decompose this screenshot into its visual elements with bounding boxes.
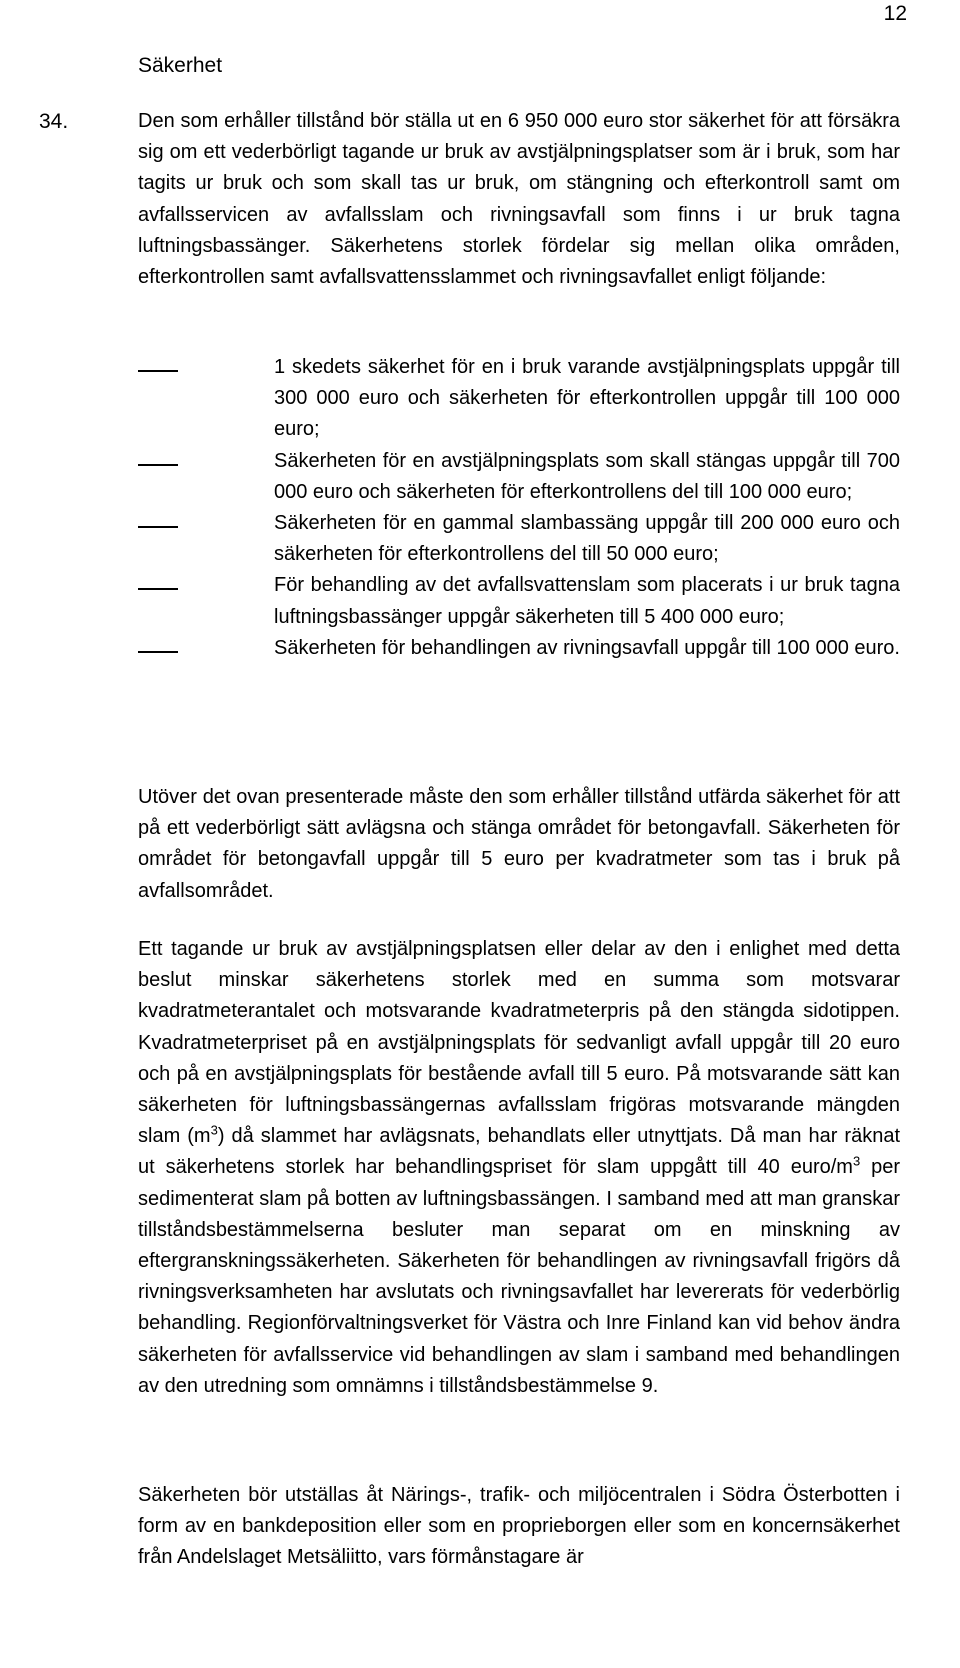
paragraph-concrete-waste: Utöver det ovan presenterade måste den som erhåller tillstånd utfärda säkerhet för att på ett vederbörligt sätt avlägsna och stänga området för betongavfall. Säkerheten för området för betongavfall uppgår till 5 euro per kvadratmeter som tas i bruk på avfallsområdet. bbox=[138, 786, 900, 902]
security-breakdown-list bbox=[138, 352, 900, 664]
list-item bbox=[138, 446, 900, 508]
paragraph-beneficiary: Säkerheten bör utställas åt Närings-, trafik- och miljöcentralen i Södra Österbotten i form av en bankdeposition eller som en proprieborgen eller som en koncernsäkerhet från Andelslaget Metsäliitto, vars förmånstagare är bbox=[138, 1484, 900, 1569]
page-number: 12 bbox=[883, 2, 907, 25]
list-item bbox=[138, 570, 900, 632]
section-heading: Säkerhet bbox=[138, 54, 223, 77]
dash-bullet-icon bbox=[138, 526, 178, 528]
paragraph-intro: Den som erhåller tillstånd bör ställa ut en 6 950 000 euro stor säkerhet för att försäkra sig om ett vederbörligt tagande ur bruk av avstjälpningsplatser som är i bruk, som har tagits ur bruk och som skall tas ur bruk, om stängning och efterkontroll samt om avfallsservicen av avfallsslam och rivningsavfall som finns i ur bruk tagna luftningsbassänger. Säkerhetens storlek fördelar sig mellan olika områden, efterkontrollen samt avfallsvattensslammet och rivningsavfallet enligt följande: bbox=[138, 110, 900, 289]
superscript: 3 bbox=[852, 1153, 861, 1169]
text-run: ) då slammet har avlägsnats, behandlats eller utnyttjats. Då man har räknat ut säkerhetens storlek har behandlingspriset för slam uppgått till 40 euro/m bbox=[138, 1125, 901, 1179]
text-run: Ett tagande ur bruk av avstjälpningsplatsen eller delar av den i enlighet med detta beslut minskar säkerhetens storlek med en summa som motsvarar kvadratmeterantalet och motsvarande kvadratmeterpris på den stängda sidotippen. Kvadratmeterpriset på en avstjälpningsplats för sedvanligt avfall uppgår till 20 euro och på en avstjälpningsplats för bestående avfall till 5 euro. På motsvarande sätt kan säkerheten för luftningsbassängernas avfallsslam frigöras motsvarande mängden slam (m bbox=[138, 938, 900, 1148]
superscript: 3 bbox=[210, 1122, 218, 1138]
list-item-text: Säkerheten för en gammal slambassäng uppgår till 200 000 euro och säkerheten för efterkontrollens del till 50 000 euro; bbox=[274, 512, 900, 566]
list-item bbox=[138, 352, 900, 446]
list-item-text: 1 skedets säkerhet för en i bruk varande avstjälpningsplats uppgår till 300 000 euro och säkerheten för efterkontrollen uppgår till 100 000 euro; bbox=[274, 356, 900, 441]
dash-bullet-icon bbox=[138, 588, 178, 590]
text-run: per sedimenterat slam på botten av luftningsbassängen. I samband med att man granskar tillståndsbestämmelserna besluter man separat om en minskning av eftergranskningssäkerheten. Säkerheten för behandlingen av rivningsavfall frigörs då rivningsverksamheten har avslutats och rivningsavfallet har levererats för vederbörlig behandling. Regionförvaltningsverket för Västra och Inre Finland kan vid behov ändra säkerheten för avfallsservice vid behandlingen av slam i samband med behandlingen av den utredning som omnämns i tillståndsbestämmelse 9. bbox=[138, 1156, 900, 1397]
list-item-text: Säkerheten för behandlingen av rivningsavfall uppgår till 100 000 euro. bbox=[274, 636, 900, 659]
dash-bullet-icon bbox=[138, 370, 178, 372]
list-item-text: För behandling av det avfallsvattenslam som placerats i ur bruk tagna luftningsbassänger uppgår säkerheten till 5 400 000 euro; bbox=[274, 574, 900, 628]
dash-bullet-icon bbox=[138, 651, 178, 653]
paragraph-security-reduction bbox=[138, 934, 900, 1402]
list-item-text: Säkerheten för en avstjälpningsplats som skall stängas uppgår till 700 000 euro och säkerheten för efterkontrollens del till 100 000 euro; bbox=[274, 449, 900, 503]
list-item bbox=[138, 508, 900, 570]
list-item bbox=[138, 633, 900, 664]
paragraph-number: 34. bbox=[39, 110, 69, 133]
dash-bullet-icon bbox=[138, 464, 178, 466]
